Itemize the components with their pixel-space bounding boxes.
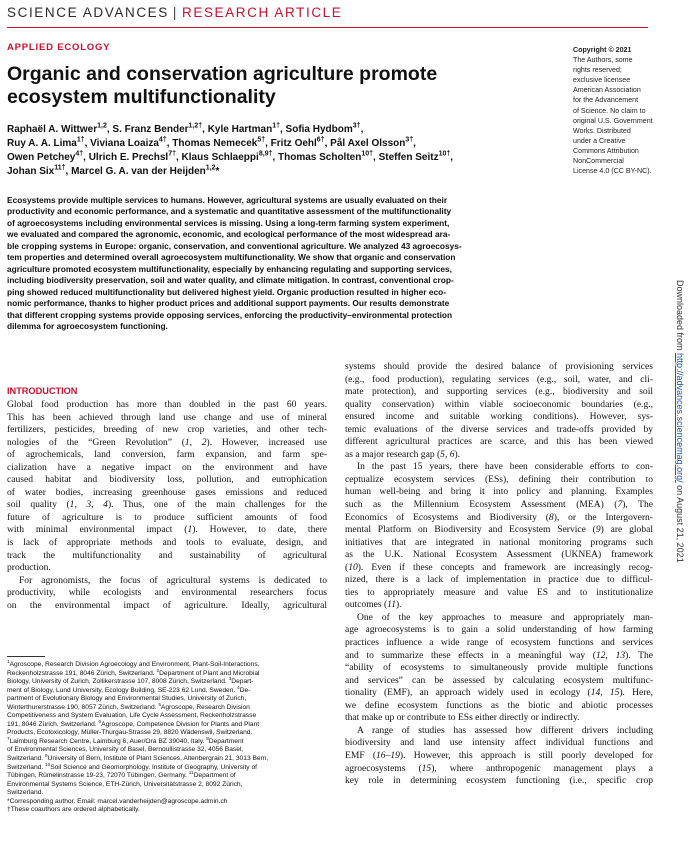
title-line: ecosystem multifunctionality — [7, 86, 276, 108]
copyright-line: American Association — [573, 86, 641, 95]
affiliation-line: Winterthurerstrasse 190, 8057 Zürich, Switzerland. $^5$Agroscope, Research Division — [7, 701, 250, 711]
journal-header — [7, 5, 647, 27]
body-line: nologies of the “Green Revolution” (1, 2). However, increased use — [7, 436, 327, 448]
affiliation-line: Switzerland. $^{10}$Soil Science and Geomorphology, Institute of Geography, University of — [7, 761, 258, 771]
copyright-line: License 4.0 (CC BY-NC). — [573, 167, 652, 176]
journal-name: SCIENCE ADVANCES — [7, 5, 169, 20]
author-line: Raphaël A. Wittwer$^{1,2}$, S. Franz Bender$^{1,2\dagger}$, Kyle Hartman$^{1\dagger}$, Sofia Hydbom$^{3\dagger}$, — [7, 122, 364, 135]
author-line: Owen Petchey$^{4\dagger}$, Ulrich E. Prechsl$^{7\dagger}$, Klaus Schlaeppi$^{8,9\dagger}$, Thomas Scholten$^{10\dagger}$, Steffen Seitz$^{10\dagger}$, — [7, 150, 454, 163]
introduction-heading: INTRODUCTION — [7, 386, 78, 396]
author-list — [7, 123, 477, 179]
body-line: One of the key approaches to measure and appropriately man- — [357, 611, 653, 623]
copyright-line: Copyright © 2021 — [573, 46, 632, 54]
affiliation-line: Products, Ecotoxicology, Müller-Thurgau-Strasse 29, 8820 Wädenswil, Switzerland. — [7, 729, 253, 737]
abstract-line: Ecosystems provide multiple services to humans. However, agricultural systems are usually evaluated on their — [7, 195, 448, 205]
copyright-line: The Authors, some — [573, 56, 633, 65]
body-line: In the past 15 years, there have been considerable efforts to con- — [357, 461, 653, 473]
abstract-line: that different cropping systems provide opposing services, enforcing the productivity–environmental protection — [7, 309, 453, 320]
article-type: RESEARCH ARTICLE — [182, 5, 343, 20]
body-line: human well-being and bring it into policy and planning. Examples — [345, 486, 653, 498]
body-line: (10). Even if these concepts and framework are increasingly recog- — [345, 561, 653, 573]
body-line: age agroecosystems is to gain a solid understanding of how farming — [345, 624, 653, 636]
body-line: key role in determining ecosystem functioning (i.e., specific crop — [345, 775, 653, 787]
copyright-line: original U.S. Government — [573, 116, 653, 125]
download-notice-text — [675, 280, 685, 563]
body-column-right — [345, 361, 653, 788]
affiliation-line: of Environmental Sciences, University of Basel, Bernoullistrasse 32, 4056 Basel, — [7, 746, 244, 754]
copyright-line: Works. Distributed — [573, 126, 631, 135]
body-line: on the environmental impact of agriculture. Ideally, agricultural — [7, 599, 327, 611]
body-line: temic evaluations of the diverse services and trade-offs provided by — [345, 423, 653, 435]
body-line: caused habitat and biodiversity loss, pollution, and eutrophication — [7, 474, 327, 486]
body-line: This has been achieved through land use change and use of mineral — [7, 411, 327, 423]
abstract-line: ble cropping systems in Europe: organic, conservation, and conventional agriculture. We analyzed 43 agroecosys- — [7, 240, 462, 251]
copyright-line: for the Advancement — [573, 96, 639, 105]
body-line: initiatives that are integrated in national monitoring programs such — [345, 536, 653, 548]
header-rule — [7, 27, 648, 28]
abstract — [7, 195, 552, 332]
download-suffix: on August 21, 2021 — [675, 482, 685, 563]
affiliation-line: Switzerland. — [7, 789, 44, 797]
body-line: For agronomists, the focus of agricultural systems is dedicated to — [19, 574, 327, 586]
download-link[interactable]: http://advances.sciencemag.org/ — [675, 353, 685, 483]
author-line: Johan Six$^{11\dagger}$, Marcel G. A. van der Heijden$^{1,2}$* — [7, 164, 220, 177]
abstract-line: tem properties and determined overall agroecosystem multifunctionality. We show that organic and conservation — [7, 252, 456, 263]
copyright-notice — [573, 45, 663, 176]
body-line: cialization have a negative impact on the environment and have — [7, 461, 327, 473]
abstract-line: of agroecosystems including environmental services is missing. Using a long-term farming system experiment, — [7, 217, 450, 228]
body-line: (e.g., food production), regulating services (e.g., soil, water, and cli- — [345, 373, 653, 385]
body-line: future of agriculture is to produce sufficient amounts of food — [7, 511, 327, 523]
affiliation-line: Competitiveness and System Evaluation, Life Cycle Assessment, Reckenholzstrasse — [7, 712, 257, 720]
body-line: that make up or contribute to ESs either directly or indirectly. — [345, 712, 580, 724]
body-line: nized, there is a lack of implementation in practice due to difficul- — [345, 574, 653, 586]
affiliation-line: *Corresponding author. Email: marcel.vanderheijden@agroscope.admin.ch — [7, 797, 228, 805]
copyright-line: NonCommercial — [573, 157, 624, 166]
abstract-line: dilemma for agroecosystem functioning. — [7, 320, 168, 331]
body-line: and services” can be assessed by calculating ecosystem multifunc- — [345, 674, 653, 686]
title-line: Organic and conservation agriculture promote — [7, 63, 438, 85]
body-line: ensured income and suitable working conditions). However, sys- — [345, 411, 653, 423]
affiliation-line: partment of Evolutionary Biology and Environmental Studies, University of Zurich, — [7, 695, 247, 703]
body-line: of agrochemicals, land conversion, farm expansion, and farm spe- — [7, 449, 327, 461]
body-line: such as the Millennium Ecosystem Assessment (MEA) (7), The — [345, 499, 653, 511]
body-line: mate protection), and supporting services (e.g., biodiversity and soil — [345, 386, 653, 398]
body-line: mental Platform on Biodiversity and Ecosystem Service (9) are global — [345, 524, 653, 536]
body-line: soil quality (1, 3, 4). Thus, one of the main challenges for the — [7, 499, 328, 511]
affiliation-line: Tübingen, Rümelinstrasse 19-23, 72070 Tübingen, Germany. $^{11}$Department of — [7, 769, 236, 780]
affiliation-line: Environmental Systems Science, ETH-Zürich, Universitätstrasse 2, 8092 Zürich, — [7, 780, 243, 788]
affiliation-line: †These coauthors are ordered alphabetically. — [7, 806, 140, 814]
affiliation-line: Reckenholzstrasse 191, 8046 Zürich, Switzerland. $^2$Department of Plant and Microbial — [7, 667, 260, 677]
body-line: biodiversity and land use intensity affect individual functions and — [345, 737, 653, 749]
copyright-line: Commons Attribution — [573, 146, 639, 155]
body-line: ties to appropriately measure and value ES and to institutionalize — [345, 586, 653, 598]
author-line: Ruy A. A. Lima$^{1\dagger}$, Viviana Loaiza$^{4\dagger}$, Thomas Nemecek$^{5\dagger}$, Fritz Oehl$^{6\dagger}$, Pål Axel Olsson$^{3\dagger}$, — [7, 136, 416, 149]
body-line: and to summarize these effects in a meaningful way (12, 13). The — [345, 649, 653, 661]
affiliation-line: Biology, University of Zurich, Zollikerstrasse 107, 8008 Zürich, Switzerland. $^3$Depart- — [7, 675, 254, 686]
abstract-line: agriculture promoted ecosystem multifunctionality, especially by enhancing regulating and supporting services, — [7, 263, 452, 274]
body-line: as a major research gap (5, 6). — [345, 448, 461, 460]
body-line: with minimal environmental impact (1). However, to date, there — [7, 524, 328, 536]
body-line: “ability of ecosystems to simultaneously provide multiple functions — [345, 662, 653, 674]
body-line: of water bodies, increasing greenhouse gases emissions and reduced — [7, 486, 327, 498]
body-line: systems should provide the desired balance of provisioning services — [345, 361, 653, 372]
download-notice — [671, 280, 691, 620]
copyright-line: rights reserved; — [573, 66, 622, 75]
copyright-line: of Science. No claim to — [573, 106, 646, 115]
body-line: Global food production has more than doubled in the past 60 years. — [7, 399, 327, 410]
body-line: productivity, while ecologists and environmental researchers focus — [7, 587, 327, 599]
affiliation-line: 191, 8046 Zürich, Switzerland. $^6$Agroscope, Competence Division for Plants and Plant — [7, 718, 260, 728]
subject-kicker: APPLIED ECOLOGY — [7, 42, 111, 53]
affiliation-line: $^1$Agroscope, Research Division Agroecology and Environment, Plant-Soil-Interactions, — [7, 658, 260, 668]
body-line: Economics of Ecosystems and Biodiversity (8), or the Intergovern- — [345, 511, 653, 523]
body-line: ceptualize ecosystem services (ESs), defining their contribution to — [345, 473, 653, 485]
affiliation-line: Switzerland. $^9$University of Bern, Institute of Plant Sciences, Altenbergrain 21, 3013 Bern, — [7, 752, 269, 763]
body-line: fertilizers, pesticides, breeding of new crop varieties, and other tech- — [7, 424, 327, 436]
body-line: agroecosystems (15), where anthropogenic management plays a — [345, 762, 653, 774]
abstract-line: nomic performance, thanks to higher product prices and additional support payments. Our results demonstrate — [7, 298, 450, 309]
body-line: production. — [7, 562, 51, 574]
affiliation-line: ment of Biology, Lund University, Ecology Building, SE-223 62 Lund, Sweden. $^4$De- — [7, 684, 251, 694]
copyright-line: under a Creative — [573, 136, 626, 145]
abstract-line: productivity and economic performance, and a systematic and quantitative assessment of the multifunctionality — [7, 206, 452, 217]
abstract-line: ping showed reduced multifunctionality but delivered highest yield. Organic production resulted in higher eco- — [7, 286, 447, 297]
body-column-left — [7, 399, 327, 612]
body-line: different agricultural practices are scarce, and this has been viewed — [345, 436, 653, 448]
affiliations — [7, 658, 329, 815]
body-line: is lack of appropriate methods and tools to evaluate, design, and — [7, 537, 327, 549]
article-title — [7, 63, 527, 109]
body-line: A range of studies has assessed how different drivers including — [357, 724, 653, 736]
body-line: track the multifunctionality and sustainability of agricultural — [7, 549, 327, 561]
body-line: EMF (16–19). However, this approach is still poorly developed for — [345, 749, 653, 761]
abstract-line: including biodiversity preservation, soil and water quality, and climate mitigation. In contrast, conventional crop- — [7, 275, 454, 286]
body-line: as the U.K. National Ecosystem Assessment (UKNEA) framework — [345, 549, 653, 561]
body-line: outcomes (11). — [345, 599, 402, 611]
body-line: quality conservation) within viable socioeconomic boundaries (e.g., — [345, 398, 653, 410]
affiliation-line: $^7$Laimburg Research Centre, Laimburg 6, Auer/Ora BZ 39040, Italy. $^8$Department — [7, 735, 244, 745]
download-prefix: Downloaded from — [675, 280, 685, 354]
body-line: we define ecosystem functions as the biotic and abiotic processes — [345, 699, 653, 711]
body-line: tionality (EMF), an approach widely used in ecology (14, 15). Here, — [345, 687, 654, 699]
footnote-rule — [7, 656, 45, 657]
copyright-line: exclusive licensee — [573, 76, 631, 85]
abstract-line: we evaluated and compared the agronomic, economic, and ecological performance of the most widespread ara- — [7, 229, 451, 240]
header-separator: | — [172, 5, 178, 20]
body-line: practices influence a wide range of ecosystem functions and services — [345, 637, 653, 649]
